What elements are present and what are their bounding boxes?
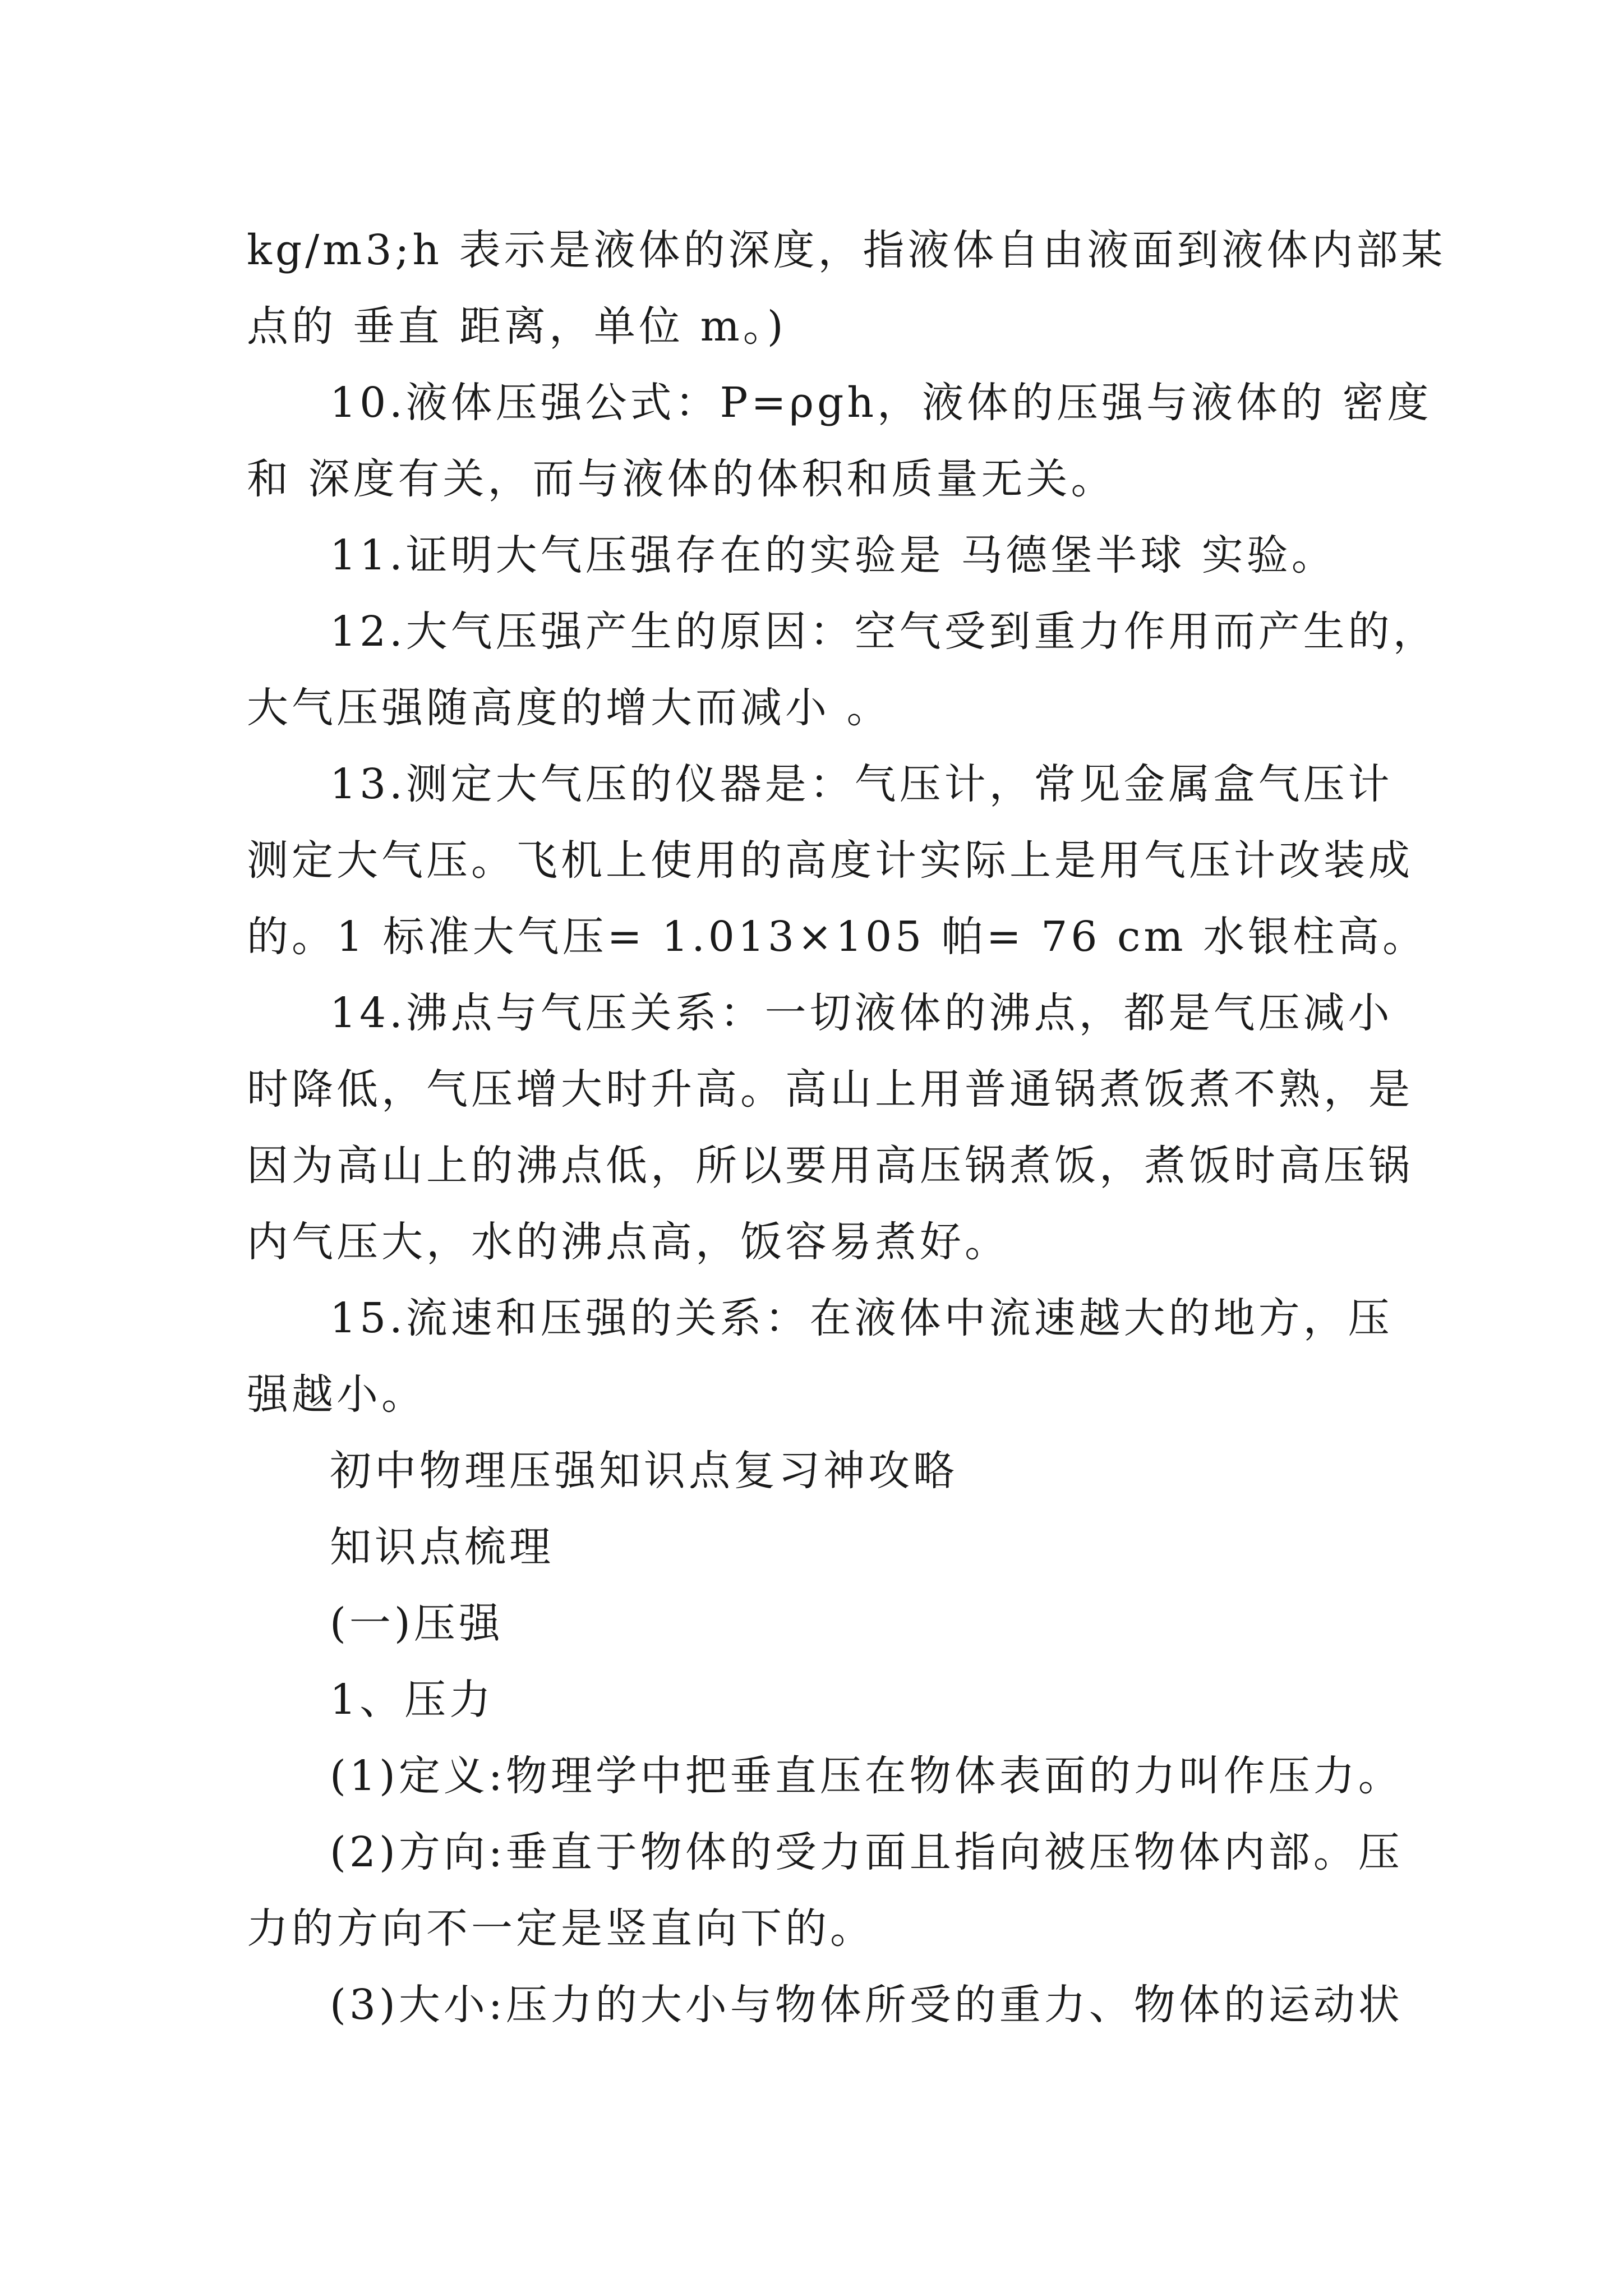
text-line: 和 深度有关，而与液体的体积和质量无关。 <box>247 455 1116 503</box>
text-line: 15.流速和压强的关系：在液体中流速越大的地方，压 <box>330 1294 1393 1342</box>
section-heading: 知识点梳理 <box>330 1523 554 1571</box>
section-heading: 初中物理压强知识点复习神攻略 <box>330 1447 958 1495</box>
text-line: 12.大气压强产生的原因：空气受到重力作用而产生的， <box>330 608 1438 656</box>
text-line: 内气压大，水的沸点高，饭容易煮好。 <box>247 1218 1009 1266</box>
document-body <box>247 212 1446 2043</box>
text-line: 强越小。 <box>247 1370 426 1419</box>
text-line: (1)定义:物理学中把垂直压在物体表面的力叫作压力。 <box>330 1752 1403 1800</box>
text-line: 的。1 标准大气压= 1.013×105 帕= 76 cm 水银柱高。 <box>247 913 1428 961</box>
text-line: 点的 垂直 距离，单位 m。) <box>247 302 787 351</box>
text-line: 14.沸点与气压关系：一切液体的沸点，都是气压减小 <box>330 989 1393 1037</box>
text-line: 11.证明大气压强存在的实验是 马德堡半球 实验。 <box>330 531 1336 579</box>
text-line: (2)方向:垂直于物体的受力面且指向被压物体内部。压 <box>330 1828 1403 1876</box>
text-line: 因为高山上的沸点低，所以要用高压锅煮饭，煮饭时高压锅 <box>247 1142 1413 1190</box>
text-line: kg/m3;h 表示是液体的深度，指液体自由液面到液体内部某 <box>247 226 1446 274</box>
text-line: 时降低，气压增大时升高。高山上用普通锅煮饭煮不熟，是 <box>247 1065 1413 1114</box>
subsection-heading: (一)压强 <box>330 1599 504 1648</box>
text-line: 力的方向不一定是竖直向下的。 <box>247 1904 875 1953</box>
text-line: 10.液体压强公式：P=ρgh，液体的压强与液体的 密度 <box>330 379 1432 427</box>
subsection-heading: 1、压力 <box>330 1676 495 1724</box>
text-line: 测定大气压。飞机上使用的高度计实际上是用气压计改装成 <box>247 836 1413 885</box>
text-line: 大气压强随高度的增大而减小 。 <box>247 684 892 732</box>
text-line: 13.测定大气压的仪器是：气压计，常见金属盒气压计 <box>330 760 1393 808</box>
text-line: (3)大小:压力的大小与物体所受的重力、物体的运动状 <box>330 1981 1403 2029</box>
